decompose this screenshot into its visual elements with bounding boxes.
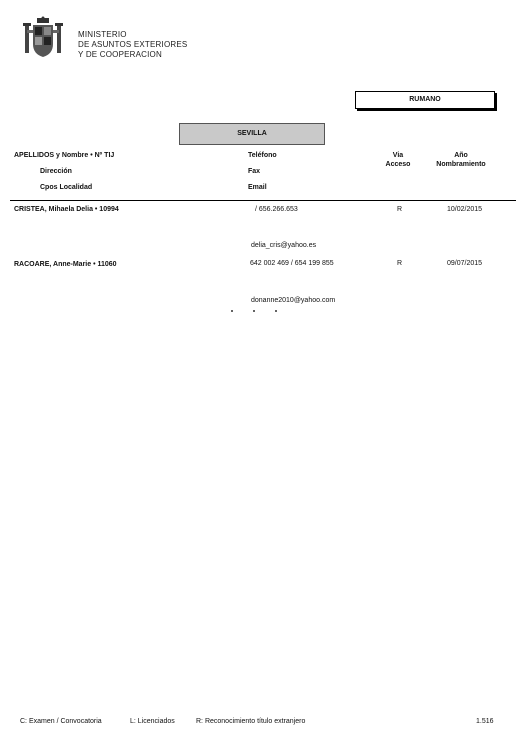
header-year-appointment	[428, 152, 494, 168]
header-fax: Fax	[248, 168, 261, 175]
row-1-email: delia_cris@yahoo.es	[251, 242, 317, 249]
footer-legend-l: L: Licenciados	[130, 718, 175, 725]
row-2-email: donanne2010@yahoo.com	[251, 297, 336, 304]
header-year: Año	[454, 152, 468, 159]
row-1-via: R	[397, 206, 403, 213]
header-divider	[10, 200, 516, 201]
language-box: RUMANO	[355, 91, 495, 109]
row-1-name: CRISTEA, Mihaela Delia • 10994	[14, 206, 119, 213]
scan-dot	[253, 310, 255, 312]
header-via: Via	[392, 152, 404, 159]
row-2-via: R	[397, 260, 403, 267]
header-email: Email	[248, 184, 267, 191]
footer-legend-r: R: Reconocimiento título extranjero	[196, 718, 306, 725]
row-2-phone: 642 002 469 / 654 199 855	[250, 260, 334, 267]
header-name-tij: APELLIDOS y Nombre • Nº TIJ	[14, 152, 115, 159]
header-access: Acceso	[385, 161, 411, 168]
coat-of-arms-logo	[22, 16, 64, 60]
row-1-date: 10/02/2015	[447, 206, 483, 213]
header-via-access	[378, 152, 418, 168]
row-2-date: 09/07/2015	[447, 260, 483, 267]
page-number: 1.516	[476, 718, 494, 725]
scan-dot	[231, 310, 233, 312]
ministry-line-3: Y DE COOPERACION	[78, 50, 162, 59]
ministry-name	[78, 30, 187, 60]
ministry-line-2: DE ASUNTOS EXTERIORES	[78, 40, 188, 49]
header-postal-locality: Cpos Localidad	[40, 184, 93, 191]
footer-legend-c: C: Examen / Convocatoria	[20, 718, 102, 725]
city-box: SEVILLA	[179, 123, 325, 145]
ministry-line-1: MINISTERIO	[78, 30, 127, 39]
scan-dot	[275, 310, 277, 312]
header-phone: Teléfono	[248, 152, 277, 159]
header-address: Dirección	[40, 168, 72, 175]
row-2-name: RACOARE, Anne-Marie • 11060	[14, 261, 117, 268]
row-1-phone: / 656.266.653	[255, 206, 298, 213]
header-appointment: Nombramiento	[436, 161, 486, 168]
